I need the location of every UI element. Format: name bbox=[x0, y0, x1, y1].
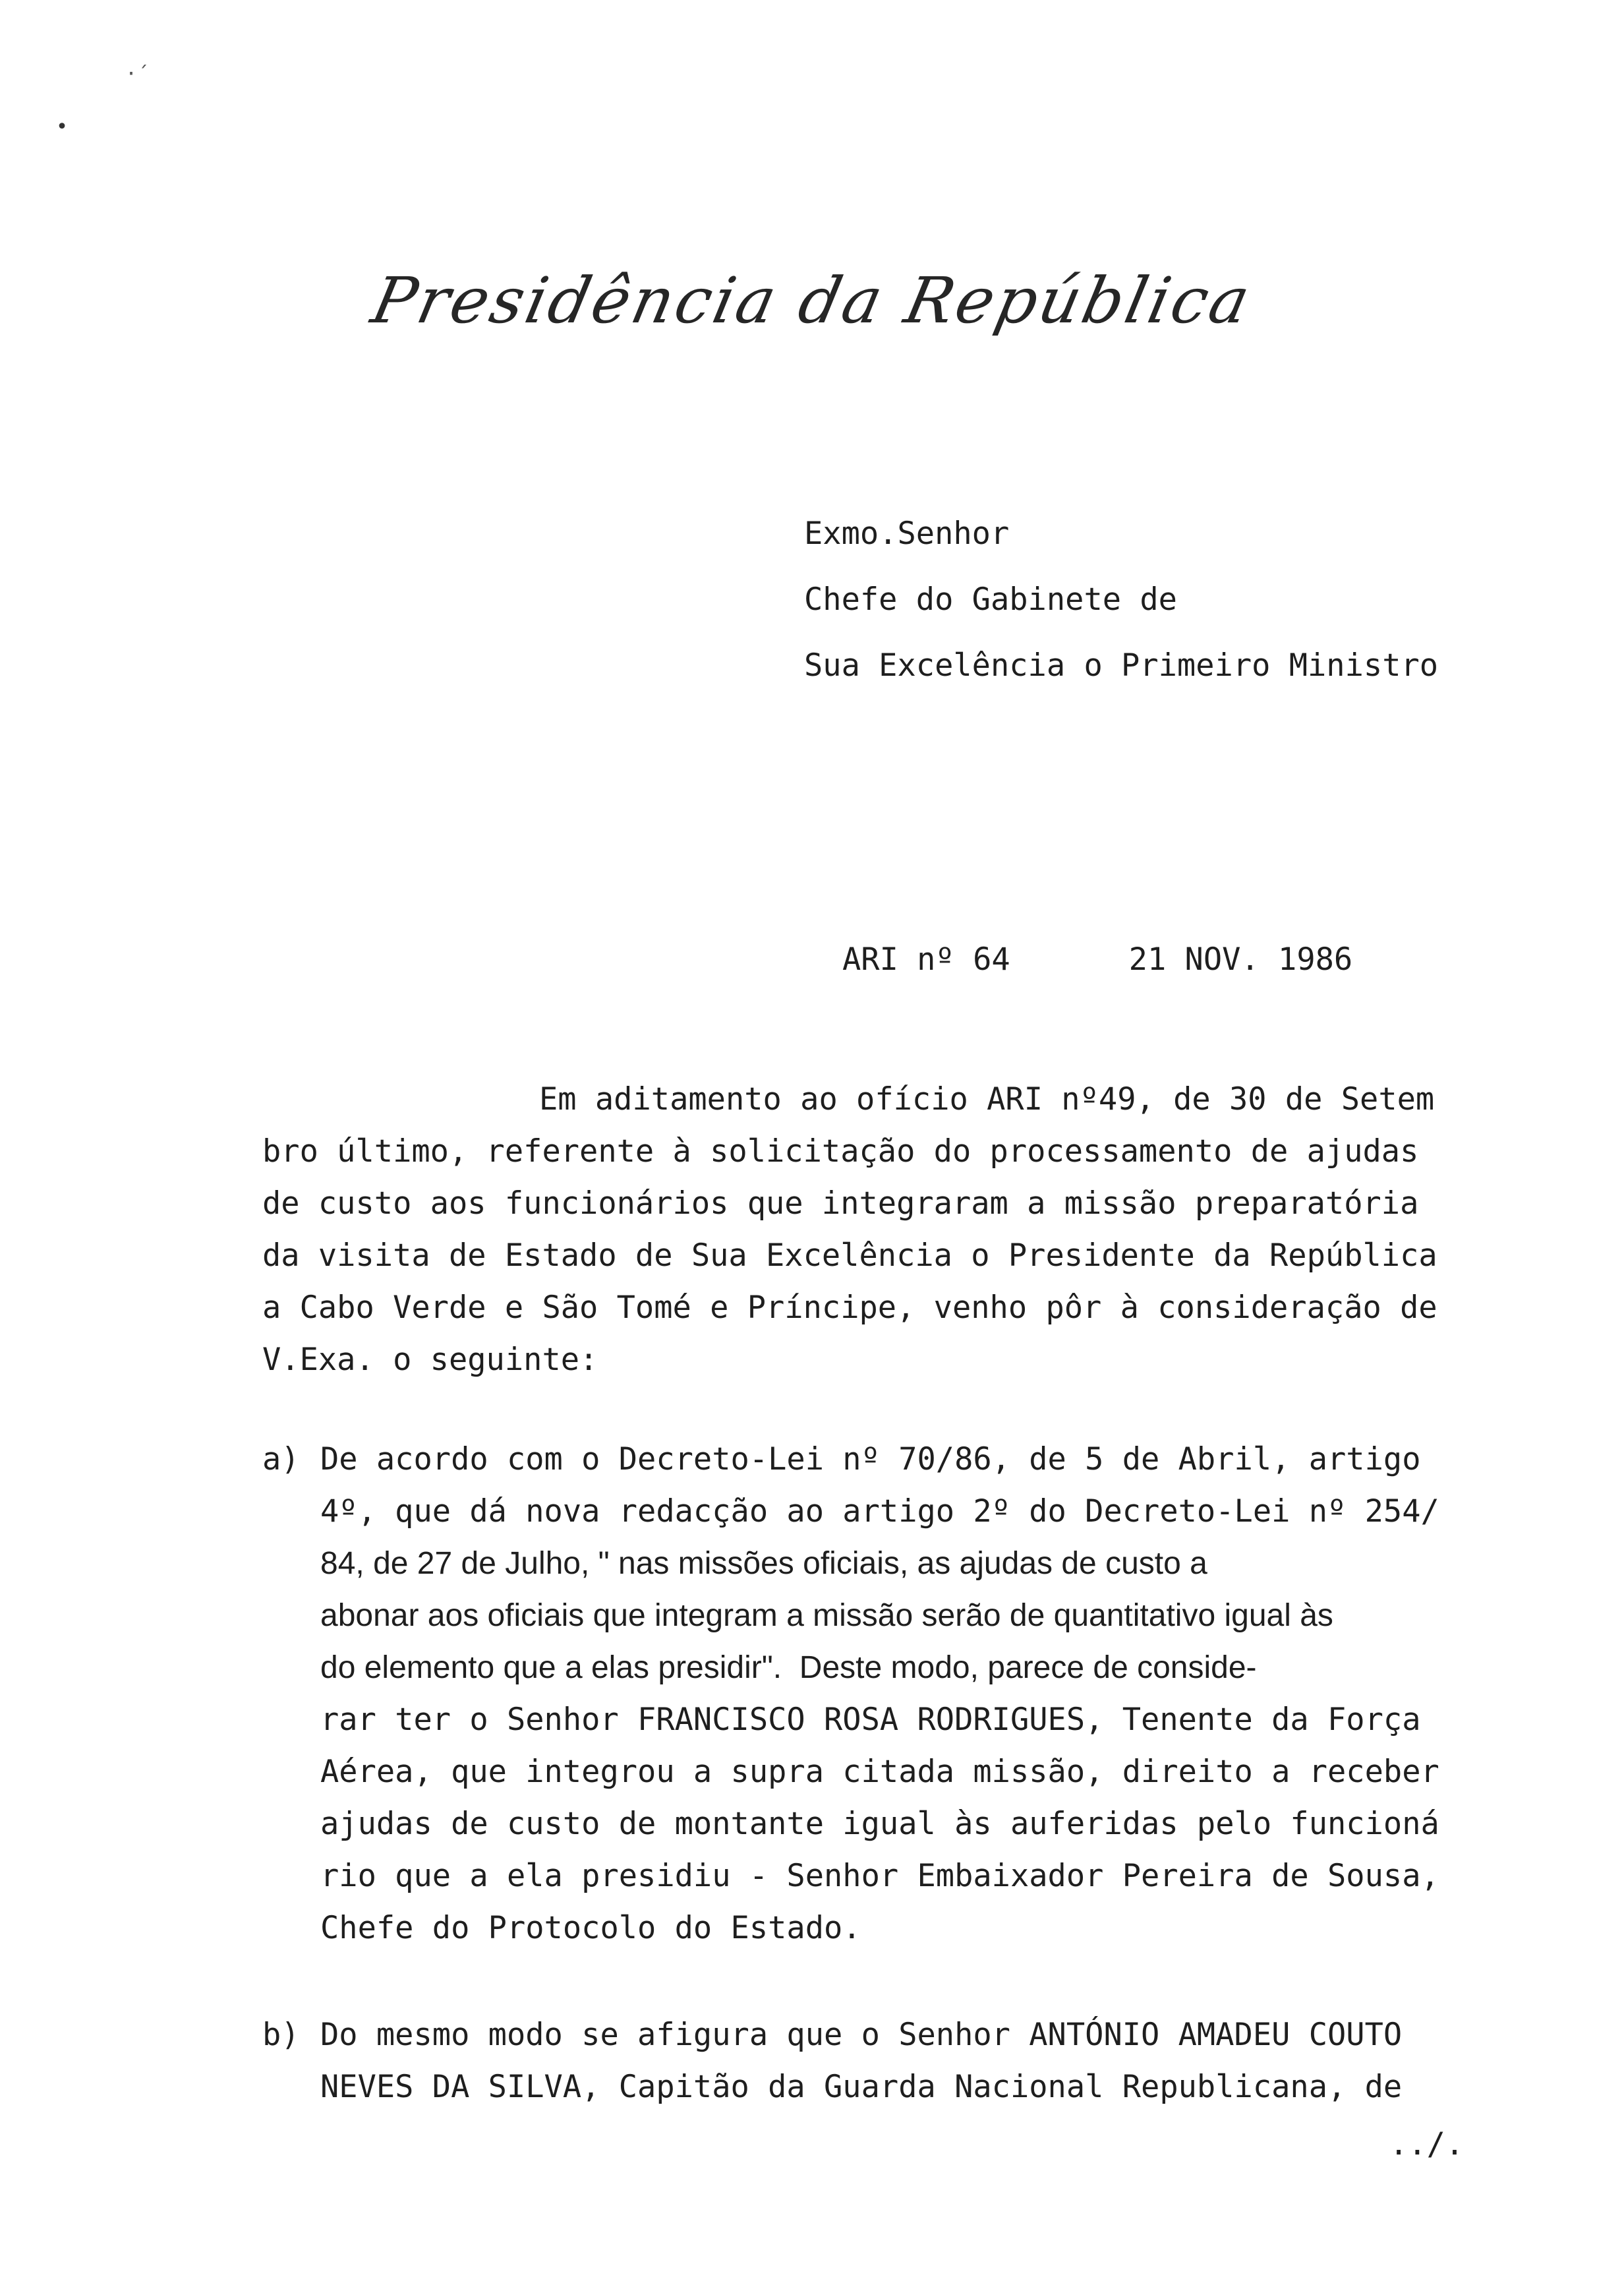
scan-speck-mark: • bbox=[56, 115, 69, 138]
addressee-block bbox=[804, 501, 1438, 699]
item-line: rio que a ela presidiu - Senhor Embaixador Pereira de Sousa, bbox=[320, 1858, 1439, 1894]
paragraph-line: da visita de Estado de Sua Excelência o Presidente da República bbox=[262, 1237, 1437, 1274]
item-line: Chefe do Protocolo do Estado. bbox=[320, 1910, 861, 1946]
item-line: De acordo com o Decreto-Lei nº 70/86, de 5 de Abril, artigo bbox=[320, 1441, 1421, 1477]
scan-speck-mark: ·´ bbox=[125, 63, 150, 86]
paragraph-line: de custo aos funcionários que integraram a missão preparatória bbox=[262, 1185, 1419, 1222]
letterhead: Presidência da República bbox=[365, 264, 1259, 338]
paragraph-line: V.Exa. o seguinte: bbox=[262, 1342, 598, 1378]
item-label: a) bbox=[262, 1441, 300, 1477]
paragraph-line: bro último, referente à solicitação do processamento de ajudas bbox=[262, 1133, 1419, 1170]
item-label: b) bbox=[262, 2017, 300, 2053]
intro-paragraph bbox=[262, 1073, 1528, 1386]
addressee-line: Chefe do Gabinete de bbox=[804, 581, 1177, 618]
item-line: abonar aos oficiais que integram a missão serão de quantitativo igual às bbox=[320, 1598, 1333, 1633]
continuation-mark: ../. bbox=[1389, 2126, 1464, 2162]
reference-line bbox=[842, 941, 1352, 978]
item-line: rar ter o Senhor FRANCISCO ROSA RODRIGUES, Tenente da Força bbox=[320, 1702, 1421, 1738]
addressee-line: Sua Excelência o Primeiro Ministro bbox=[804, 647, 1439, 684]
item-line: ajudas de custo de montante igual às auferidas pelo funcioná bbox=[320, 1806, 1439, 1842]
reference-number: ARI nº 64 bbox=[842, 941, 1010, 978]
item-line: 4º, que dá nova redacção ao artigo 2º do Decreto-Lei nº 254/ bbox=[320, 1493, 1439, 1530]
item-line: 84, de 27 de Julho, " nas missões oficiais, as ajudas de custo a bbox=[320, 1546, 1207, 1581]
list-item-b bbox=[262, 2009, 1402, 2114]
paragraph-line: a Cabo Verde e São Tomé e Príncipe, venho pôr à consideração de bbox=[262, 1290, 1437, 1326]
paragraph-line: Em aditamento ao ofício ARI nº49, de 30 de Setem bbox=[539, 1081, 1435, 1117]
item-line: do elemento que a elas presidir". Deste modo, parece de conside- bbox=[320, 1650, 1257, 1685]
list-item-a bbox=[262, 1434, 1439, 1955]
item-line: NEVES DA SILVA, Capitão da Guarda Nacional Republicana, de bbox=[320, 2069, 1403, 2105]
item-line: Aérea, que integrou a supra citada missão, direito a receber bbox=[320, 1754, 1439, 1790]
addressee-line: Exmo.Senhor bbox=[804, 516, 1010, 552]
reference-date: 21 NOV. 1986 bbox=[1128, 941, 1353, 978]
item-line: Do mesmo modo se afigura que o Senhor ANTÓNIO AMADEU COUTO bbox=[320, 2017, 1403, 2053]
